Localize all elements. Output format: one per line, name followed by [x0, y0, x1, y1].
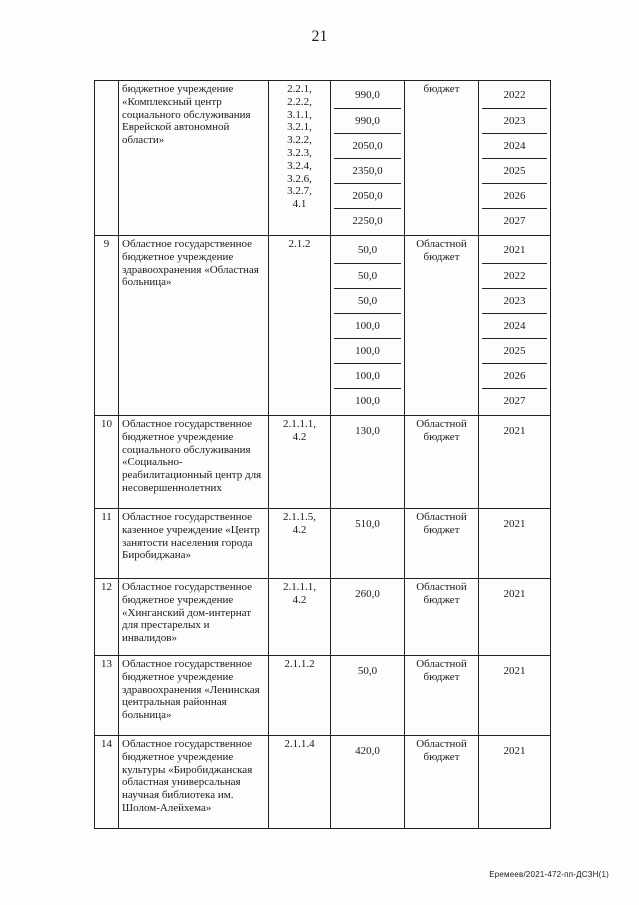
table-row	[95, 736, 551, 829]
row-number: 13	[95, 656, 119, 736]
page-number: 21	[311, 28, 328, 45]
year-value: 2021	[503, 518, 526, 530]
amount-value: 420,0	[355, 745, 380, 757]
year-value: 2021	[503, 745, 526, 757]
measure-codes: 2.1.1.1, 4.2	[269, 579, 331, 656]
table-row	[95, 236, 551, 416]
footer-code: Еремеев/2021-472-пп-ДСЗН(1)	[489, 870, 609, 879]
program-table	[94, 80, 551, 829]
year-value: 2021	[503, 244, 526, 256]
table-row	[95, 509, 551, 579]
year-cell	[479, 81, 551, 236]
amount-value: 100,0	[334, 388, 401, 413]
amount-value: 510,0	[355, 518, 380, 530]
organization-name: Областное государственное бюджетное учреждение здравоохранения «Ленинская центральная районная больница»	[119, 656, 269, 736]
year-cell	[479, 416, 551, 509]
year-value: 2026	[482, 363, 547, 388]
amount-cell	[331, 656, 405, 736]
organization-name: Областное государственное бюджетное учреждение социального обслуживания «Социально-реабилитационный центр для несовершеннолетних	[119, 416, 269, 509]
year-value: 2027	[482, 208, 547, 233]
amount-value: 50,0	[334, 263, 401, 288]
funding-source: Областной бюджет	[405, 736, 479, 829]
amount-value: 50,0	[357, 244, 378, 256]
amount-value: 100,0	[334, 363, 401, 388]
year-value: 2024	[482, 133, 547, 158]
row-number: 11	[95, 509, 119, 579]
row-number: 10	[95, 416, 119, 509]
year-value: 2021	[503, 588, 526, 600]
year-value: 2025	[482, 158, 547, 183]
amount-cell	[331, 81, 405, 236]
year-value: 2022	[503, 89, 526, 101]
year-cell	[479, 656, 551, 736]
amount-value: 2050,0	[334, 133, 401, 158]
row-number: 12	[95, 579, 119, 656]
table-row	[95, 416, 551, 509]
year-value: 2023	[482, 108, 547, 133]
amount-cell	[331, 509, 405, 579]
organization-name: бюджетное учреждение «Комплексный центр социального обслуживания Еврейской автономной области»	[119, 81, 269, 236]
row-number: 14	[95, 736, 119, 829]
year-value: 2023	[482, 288, 547, 313]
measure-codes: 2.1.1.2	[269, 656, 331, 736]
measure-codes: 2.1.1.4	[269, 736, 331, 829]
measure-codes: 2.1.2	[269, 236, 331, 416]
amount-cell	[331, 236, 405, 416]
year-cell	[479, 579, 551, 656]
amount-value: 2250,0	[334, 208, 401, 233]
measure-codes: 2.1.1.5, 4.2	[269, 509, 331, 579]
year-value: 2021	[503, 425, 526, 437]
year-cell	[479, 236, 551, 416]
amount-value: 50,0	[357, 665, 378, 677]
funding-source: Областной бюджет	[405, 236, 479, 416]
funding-source: Областной бюджет	[405, 656, 479, 736]
amount-value: 990,0	[334, 108, 401, 133]
amount-value: 100,0	[334, 313, 401, 338]
amount-value: 130,0	[355, 425, 380, 437]
year-cell	[479, 509, 551, 579]
year-value: 2021	[503, 665, 526, 677]
funding-source: Областной бюджет	[405, 579, 479, 656]
year-value: 2022	[482, 263, 547, 288]
year-value: 2026	[482, 183, 547, 208]
organization-name: Областное государственное бюджетное учреждение здравоохранения «Областная больница»	[119, 236, 269, 416]
funding-source: Областной бюджет	[405, 509, 479, 579]
funding-source: бюджет	[405, 81, 479, 236]
funding-source: Областной бюджет	[405, 416, 479, 509]
organization-name: Областное государственное казенное учреждение «Центр занятости населения города Биробиджана»	[119, 509, 269, 579]
table-row	[95, 579, 551, 656]
amount-value: 990,0	[355, 89, 380, 101]
organization-name: Областное государственное бюджетное учреждение «Хинганский дом-интернат для престарелых и инвалидов»	[119, 579, 269, 656]
amount-value: 2350,0	[334, 158, 401, 183]
table-row	[95, 81, 551, 236]
year-value: 2024	[482, 313, 547, 338]
amount-cell	[331, 579, 405, 656]
table-body	[95, 81, 551, 829]
amount-value: 260,0	[355, 588, 380, 600]
measure-codes: 2.1.1.1, 4.2	[269, 416, 331, 509]
year-value: 2027	[482, 388, 547, 413]
amount-cell	[331, 736, 405, 829]
year-cell	[479, 736, 551, 829]
row-number: 9	[95, 236, 119, 416]
table-row	[95, 656, 551, 736]
amount-value: 100,0	[334, 338, 401, 363]
row-number	[95, 81, 119, 236]
organization-name: Областное государственное бюджетное учреждение культуры «Биробиджанская областная универсальная научная библиотека им. Шолом-Алейхема»	[119, 736, 269, 829]
year-value: 2025	[482, 338, 547, 363]
measure-codes: 2.2.1, 2.2.2, 3.1.1, 3.2.1, 3.2.2, 3.2.3, 3.2.4, 3.2.6, 3.2.7, 4.1	[269, 81, 331, 236]
amount-value: 50,0	[334, 288, 401, 313]
amount-cell	[331, 416, 405, 509]
amount-value: 2050,0	[334, 183, 401, 208]
